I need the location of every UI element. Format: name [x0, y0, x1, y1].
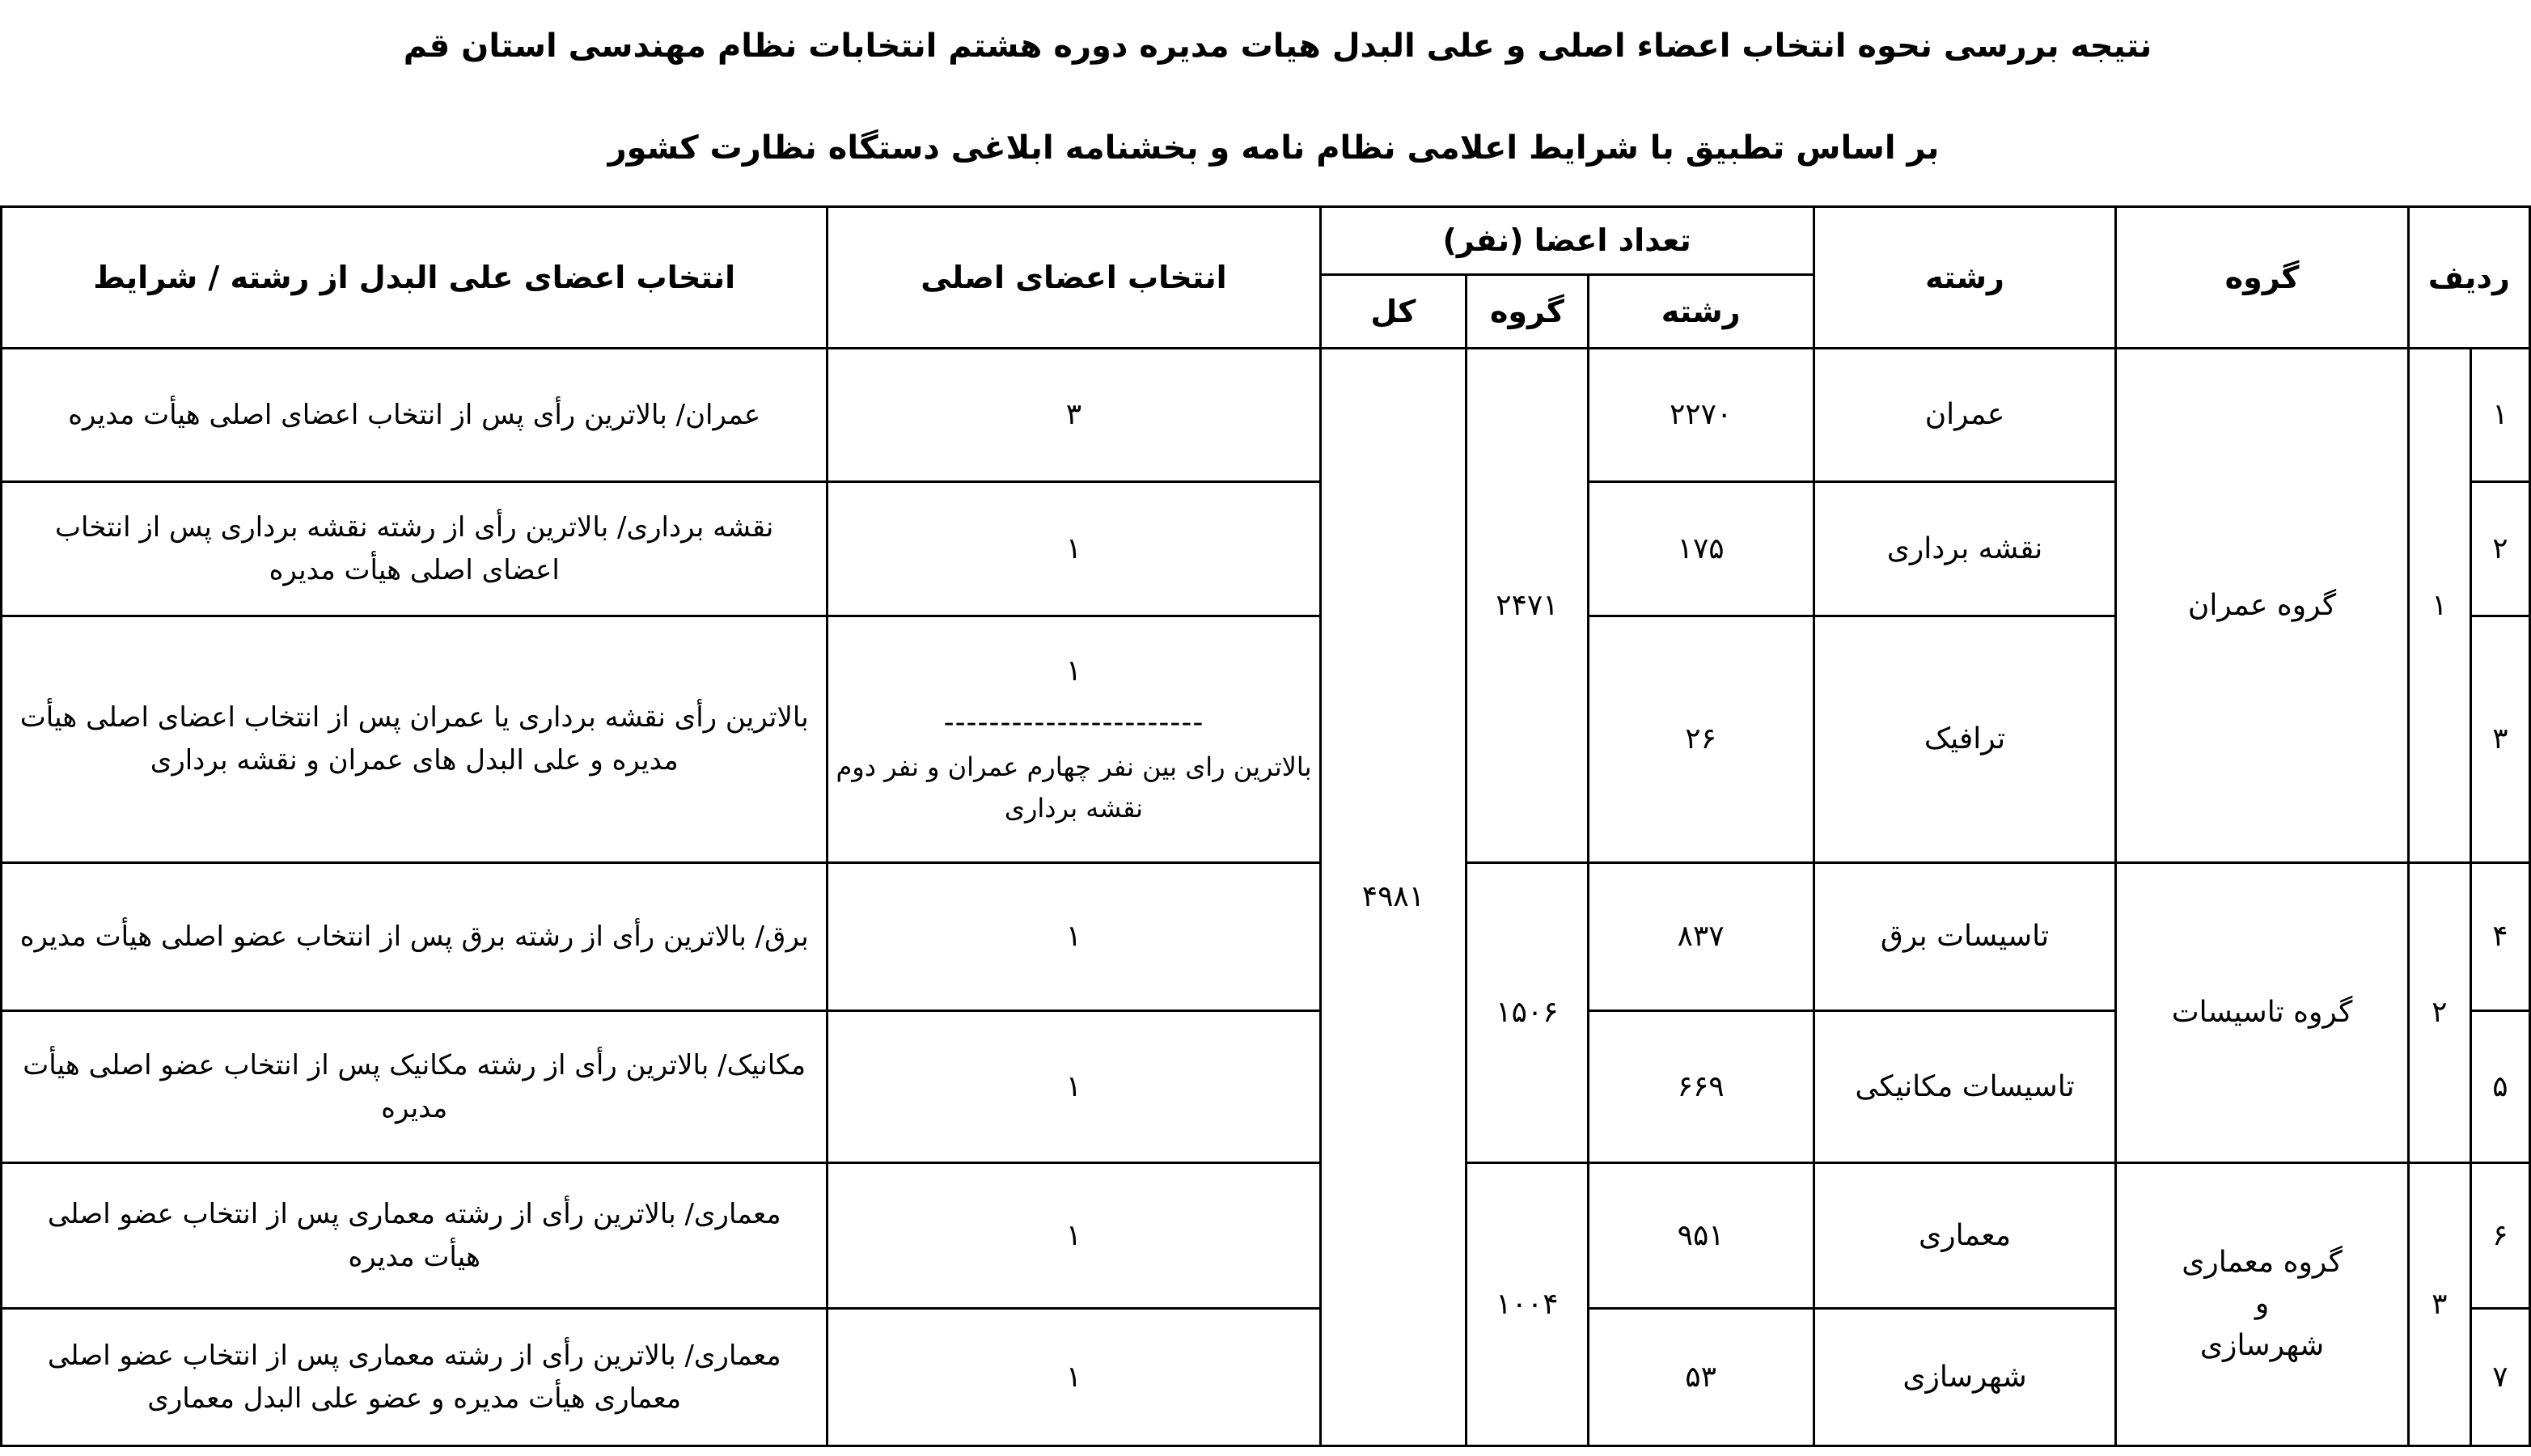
main-selection-note: بالاترین رای بین نفر چهارم عمران و نفر دوم نقشه برداری — [836, 751, 1312, 824]
field-count: ۲۲۷۰ — [1588, 349, 1814, 482]
header-count-group: گروه — [1467, 275, 1588, 349]
main-selection: ۱ — [827, 1163, 1320, 1309]
group-index: ۱ — [2408, 349, 2470, 863]
header-row-no: ردیف — [2408, 207, 2529, 349]
main-selection — [827, 616, 1320, 863]
header-count-total: کل — [1320, 275, 1467, 349]
row-number: ۲ — [2470, 482, 2529, 616]
field-name: شهرسازی — [1814, 1309, 2116, 1446]
main-selection: ۱ — [827, 863, 1320, 1011]
header-row-1 — [2, 207, 2530, 275]
group-count: ۲۴۷۱ — [1467, 349, 1588, 863]
row-number: ۷ — [2470, 1309, 2529, 1446]
group-name: گروه تاسیسات — [2116, 863, 2408, 1163]
field-count: ۲۶ — [1588, 616, 1814, 863]
election-results-table — [0, 205, 2531, 1447]
group-index: ۲ — [2408, 863, 2470, 1163]
header-main-selection: انتخاب اعضای اصلی — [827, 207, 1320, 349]
table-row — [2, 863, 2530, 1011]
field-count: ۵۳ — [1588, 1309, 1814, 1446]
alt-selection: مکانیک/ بالاترین رأی از رشته مکانیک پس از انتخاب عضو اصلی هیأت مدیره — [2, 1011, 827, 1163]
group-name-line3: شهرسازی — [2199, 1328, 2325, 1362]
header-count-field: رشته — [1588, 275, 1814, 349]
table-row — [2, 1163, 2530, 1309]
group-name — [2116, 1163, 2408, 1446]
field-name: تاسیسات برق — [1814, 863, 2116, 1011]
main-selection-value: ۱ — [1065, 654, 1082, 688]
total-count: ۴۹۸۱ — [1320, 349, 1467, 1446]
alt-selection: بالاترین رأی نقشه برداری یا عمران پس از انتخاب اعضای اصلی هیأت مدیره و علی البدل های عمران و نقشه برداری — [2, 616, 827, 863]
header-field: رشته — [1814, 207, 2116, 349]
field-count: ۶۶۹ — [1588, 1011, 1814, 1163]
main-selection: ۱ — [827, 1309, 1320, 1446]
row-number: ۴ — [2470, 863, 2529, 1011]
group-name: گروه عمران — [2116, 349, 2408, 863]
alt-selection: برق/ بالاترین رأی از رشته برق پس از انتخاب عضو اصلی هیأت مدیره — [2, 863, 827, 1011]
field-name: معماری — [1814, 1163, 2116, 1309]
row-number: ۳ — [2470, 616, 2529, 863]
main-selection: ۱ — [827, 482, 1320, 616]
field-count: ۸۳۷ — [1588, 863, 1814, 1011]
header-group: گروه — [2116, 207, 2408, 349]
group-name-line2: و — [2254, 1287, 2270, 1321]
row-number: ۶ — [2470, 1163, 2529, 1309]
divider-dashes: ----------------------- — [943, 706, 1204, 740]
group-name-line1: گروه معماری — [2182, 1246, 2343, 1280]
alt-selection: نقشه برداری/ بالاترین رأی از رشته نقشه برداری پس از انتخاب اعضای اصلی هیأت مدیره — [2, 482, 827, 616]
alt-selection: عمران/ بالاترین رأی پس از انتخاب اعضای اصلی هیأت مدیره — [2, 349, 827, 482]
document-title: نتیجه بررسی نحوه انتخاب اعضاء اصلی و علی البدل هیات مدیره دوره هشتم انتخابات نظام مهندسی استان قم — [403, 28, 2152, 65]
main-selection: ۳ — [827, 349, 1320, 482]
group-index: ۳ — [2408, 1163, 2470, 1446]
field-count: ۱۷۵ — [1588, 482, 1814, 616]
row-number: ۵ — [2470, 1011, 2529, 1163]
field-name: نقشه برداری — [1814, 482, 2116, 616]
alt-selection: معماری/ بالاترین رأی از رشته معماری پس از انتخاب عضو اصلی هیأت مدیره — [2, 1163, 827, 1309]
header-members-count: تعداد اعضا (نفر) — [1320, 207, 1814, 275]
field-name: تاسیسات مکانیکی — [1814, 1011, 2116, 1163]
table-row — [2, 349, 2530, 482]
main-selection: ۱ — [827, 1011, 1320, 1163]
group-count: ۱۰۰۴ — [1467, 1163, 1588, 1446]
document-subtitle: بر اساس تطبیق با شرایط اعلامی نظام نامه و بخشنامه ابلاغی دستگاه نظارت کشور — [607, 129, 1940, 167]
alt-selection: معماری/ بالاترین رأی از رشته معماری پس از انتخاب عضو اصلی معماری هیأت مدیره و عضو علی البدل معماری — [2, 1309, 827, 1446]
group-count: ۱۵۰۶ — [1467, 863, 1588, 1163]
header-alt-selection: انتخاب اعضای علی البدل از رشته / شرایط — [2, 207, 827, 349]
row-number: ۱ — [2470, 349, 2529, 482]
field-name: ترافیک — [1814, 616, 2116, 863]
field-name: عمران — [1814, 349, 2116, 482]
field-count: ۹۵۱ — [1588, 1163, 1814, 1309]
